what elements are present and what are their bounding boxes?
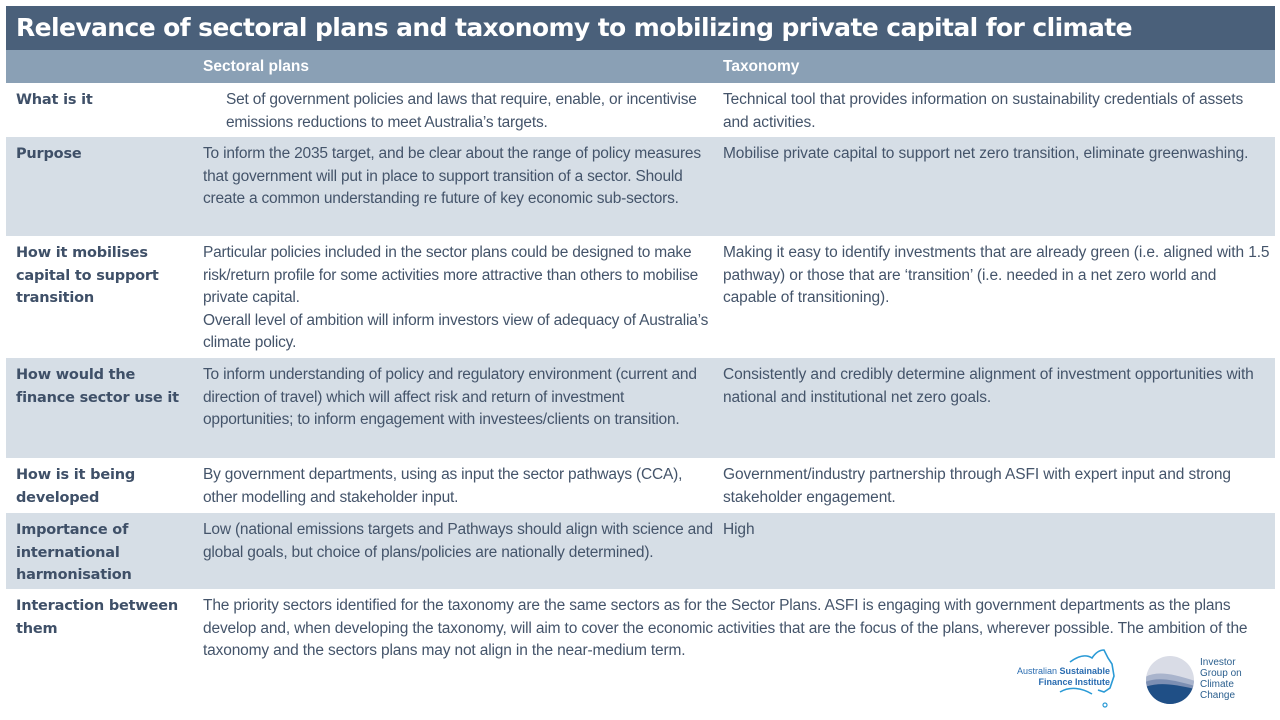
sectoral-cell: Set of government policies and laws that require, enable, or incentivise emissions reductions to meet Australia’s targets. (226, 91, 697, 131)
igcc-logo-line: Change (1200, 690, 1236, 701)
sectoral-cell-paragraph: Particular policies included in the sector plans could be designed to make risk/return profile for some activities more attractive than others to mobilise private capital. (203, 244, 699, 306)
taxonomy-cell: Mobilise private capital to support net zero transition, eliminate greenwashing. (723, 145, 1249, 162)
row-label: Importance of international harmonisation (16, 522, 132, 583)
asfi-logo-line-bold: Sustainable (1059, 666, 1110, 676)
table-row (6, 513, 1275, 589)
igcc-logo-line: Group on (1200, 668, 1242, 679)
asfi-logo (1000, 648, 1125, 712)
taxonomy-cell: Making it easy to identify investments that are already green (i.e. aligned with 1.5 pathway) or those that are ‘transition’ (i.e. needed in a net zero world and capable of transitioning). (723, 244, 1270, 306)
table-row (6, 458, 1275, 513)
asfi-logo-text (1000, 666, 1110, 688)
row-label: What is it (16, 92, 93, 108)
igcc-wave-circle-icon (1145, 655, 1195, 705)
row-label: Purpose (16, 146, 82, 162)
row-label: How would the finance sector use it (16, 367, 179, 406)
asfi-logo-line: Australian (1016, 666, 1060, 676)
table-row (6, 137, 1275, 236)
taxonomy-cell: Government/industry partnership through ASFI with expert input and strong stakeholder engagement. (723, 466, 1231, 506)
sectoral-cell: To inform the 2035 target, and be clear about the range of policy measures that government will put in place to support transition of a sector. Should create a common understanding re future of key economic sub-sectors. (203, 145, 701, 207)
row-label: Interaction between them (16, 598, 178, 637)
igcc-logo-line: Climate (1200, 679, 1234, 690)
row-label: How is it being developed (16, 467, 136, 506)
igcc-logo-line: Investor (1200, 657, 1236, 668)
sectoral-cell-paragraph: Overall level of ambition will inform investors view of adequacy of Australia’s climate policy. (203, 311, 709, 351)
sectoral-cell: By government departments, using as input the sector pathways (CCA), other modelling and stakeholder input. (203, 466, 683, 506)
page-title: Relevance of sectoral plans and taxonomy to mobilizing private capital for climate (6, 6, 1275, 50)
table-row (6, 83, 1275, 137)
sectoral-cell: Low (national emissions targets and Pathways should align with science and global goals, but choice of plans/policies are nationally determined). (203, 521, 713, 561)
combined-cell: The priority sectors identified for the taxonomy are the same sectors as for the Sector Plans. ASFI is engaging with government departments as the plans develop and, when developing the taxonomy, will aim to cover the economic activities that are the focus of the plans, wherever possible. The ambition of the taxonomy and the sectors plans may not align in the near-medium term. (203, 597, 1248, 659)
taxonomy-cell: High (723, 521, 755, 538)
column-header-sectoral-plans: Sectoral plans (203, 58, 309, 75)
column-header-taxonomy: Taxonomy (723, 58, 800, 75)
sectoral-cell (203, 242, 713, 355)
igcc-logo (1145, 655, 1265, 710)
table-header (6, 50, 1275, 83)
asfi-logo-line-bold: Finance Institute (1038, 677, 1110, 687)
table-row (6, 358, 1275, 458)
taxonomy-cell: Consistently and credibly determine alignment of investment opportunities with national and institutional net zero goals. (723, 366, 1254, 406)
sectoral-cell: To inform understanding of policy and regulatory environment (current and direction of travel) which will affect risk and return of investment opportunities; to inform engagement with investees/clients on transition. (203, 366, 697, 428)
taxonomy-cell: Technical tool that provides information on sustainability credentials of assets and activities. (723, 91, 1244, 131)
table-row (6, 236, 1275, 358)
igcc-logo-text (1200, 657, 1242, 701)
row-label: How it mobilises capital to support transition (16, 245, 159, 306)
